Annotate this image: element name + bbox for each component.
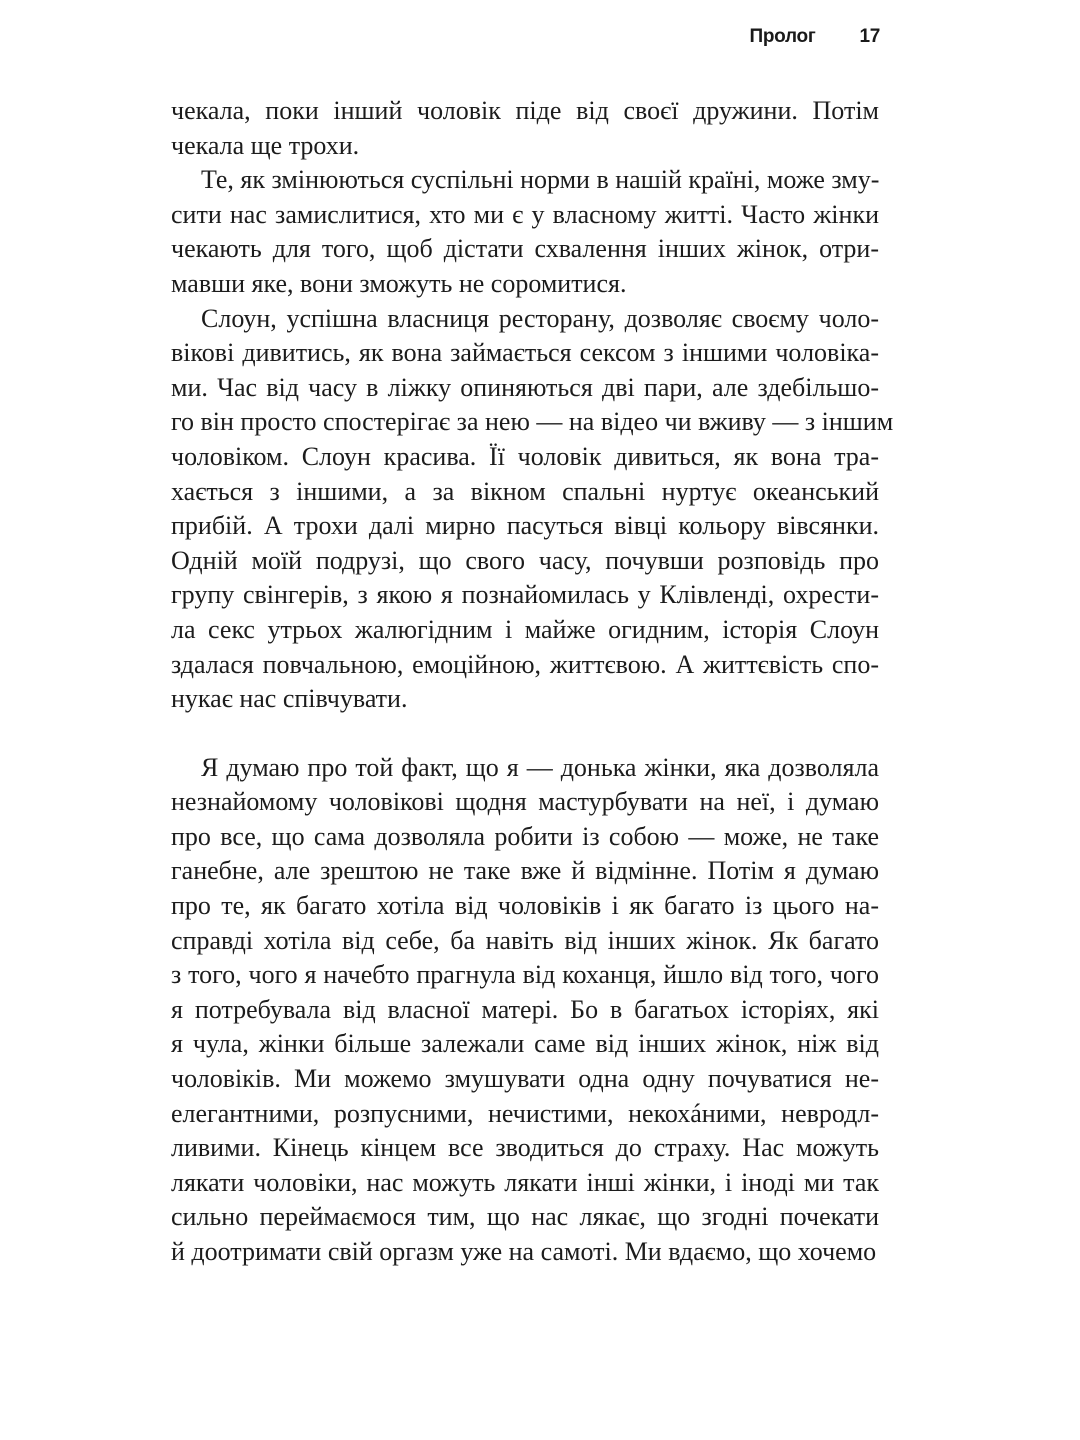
text-line: сити нас замислитися, хто ми є у власному житті. Часто жінки <box>171 199 879 229</box>
text-line: Те, як змінюються суспільні норми в нашій країні, може зму- <box>201 165 880 195</box>
paragraph <box>171 94 879 163</box>
section-title: Пролог <box>749 26 816 47</box>
text-line: здалася повчальною, емоційною, життєвою. А життєвість спо- <box>171 649 879 679</box>
body-text <box>171 94 894 1270</box>
text-line: хається з іншими, а за вікном спальні нуртує океанський <box>171 476 879 506</box>
text-line: групу свінгерів, з якою я познайомилась у Клівленді, охрести- <box>171 580 879 610</box>
text-line: елегантними, розпусними, нечистими, некохáними, невродл- <box>171 1098 879 1128</box>
text-line: мавши яке, вони зможуть не соромитися. <box>171 268 627 298</box>
text-line: вікові дивитись, як вона займається сексом з іншими чоловіка- <box>171 338 879 368</box>
paragraph <box>171 302 894 717</box>
text-line: го він просто спостерігає за нею — на відео чи вживу — з іншим <box>171 407 894 437</box>
text-line: ганебне, але зрештою не таке вже й відмінне. Потім я думаю <box>171 856 879 886</box>
paragraph <box>171 163 879 301</box>
text-line: Одній моїй подрузі, що свого часу, почувши розповідь про <box>171 545 879 575</box>
text-line: лякати чоловіки, нас можуть лякати інші жінки, і іноді ми так <box>171 1167 879 1197</box>
page-number: 17 <box>859 26 880 47</box>
text-line: прибій. А трохи далі мирно пасуться вівці кольору вівсянки. <box>171 511 879 541</box>
paragraph <box>171 751 879 1270</box>
text-line: ми. Час від часу в ліжку опиняються дві пари, але здебільшо- <box>171 372 879 402</box>
text-line: чекала ще трохи. <box>171 130 360 160</box>
text-line: про все, що сама дозволяла робити із собою — може, не таке <box>171 821 879 851</box>
text-line: чекають для того, щоб дістати схвалення інших жінок, отри- <box>171 234 879 264</box>
text-line: Слоун, успішна власниця ресторану, дозволяє своєму чоло- <box>201 303 879 333</box>
text-line: сильно переймаємося тим, що нас лякає, що згодні почекати <box>171 1202 879 1232</box>
text-line: чоловіків. Ми можемо змушувати одна одну почуватися не- <box>171 1064 879 1094</box>
text-line: ла секс утрьох жалюгідним і майже огидним, історія Слоун <box>171 614 879 644</box>
text-line: нукає нас співчувати. <box>171 684 408 714</box>
text-line: Я думаю про той факт, що я — донька жінки, яка дозволяла <box>201 752 879 782</box>
running-head <box>750 26 880 48</box>
text-line: я чула, жінки більше залежали саме від інших жінок, ніж від <box>171 1029 879 1059</box>
text-line: чекала, поки інший чоловік піде від своєї дружини. Потім <box>171 96 879 125</box>
text-line: я потребувала від власної матері. Бо в багатьох історіях, які <box>171 994 879 1024</box>
text-line: з того, чого я начебто прагнула від коханця, йшло від того, чого <box>171 960 879 990</box>
text-line: ливими. Кінець кінцем все зводиться до страху. Нас можуть <box>171 1133 879 1163</box>
text-line: й доотримати свій оргазм уже на самоті. Ми вдаємо, що хочемо <box>171 1237 877 1266</box>
text-line: про те, як багато хотіла від чоловіків і як багато із цього на- <box>171 891 879 921</box>
text-line: незнайомому чоловікові щодня мастурбувати на неї, і думаю <box>171 787 879 817</box>
text-line: справді хотіла від себе, ба навіть від інших жінок. Як багато <box>171 925 879 955</box>
text-line: чоловіком. Слоун красива. Її чоловік дивиться, як вона тра- <box>171 441 879 471</box>
